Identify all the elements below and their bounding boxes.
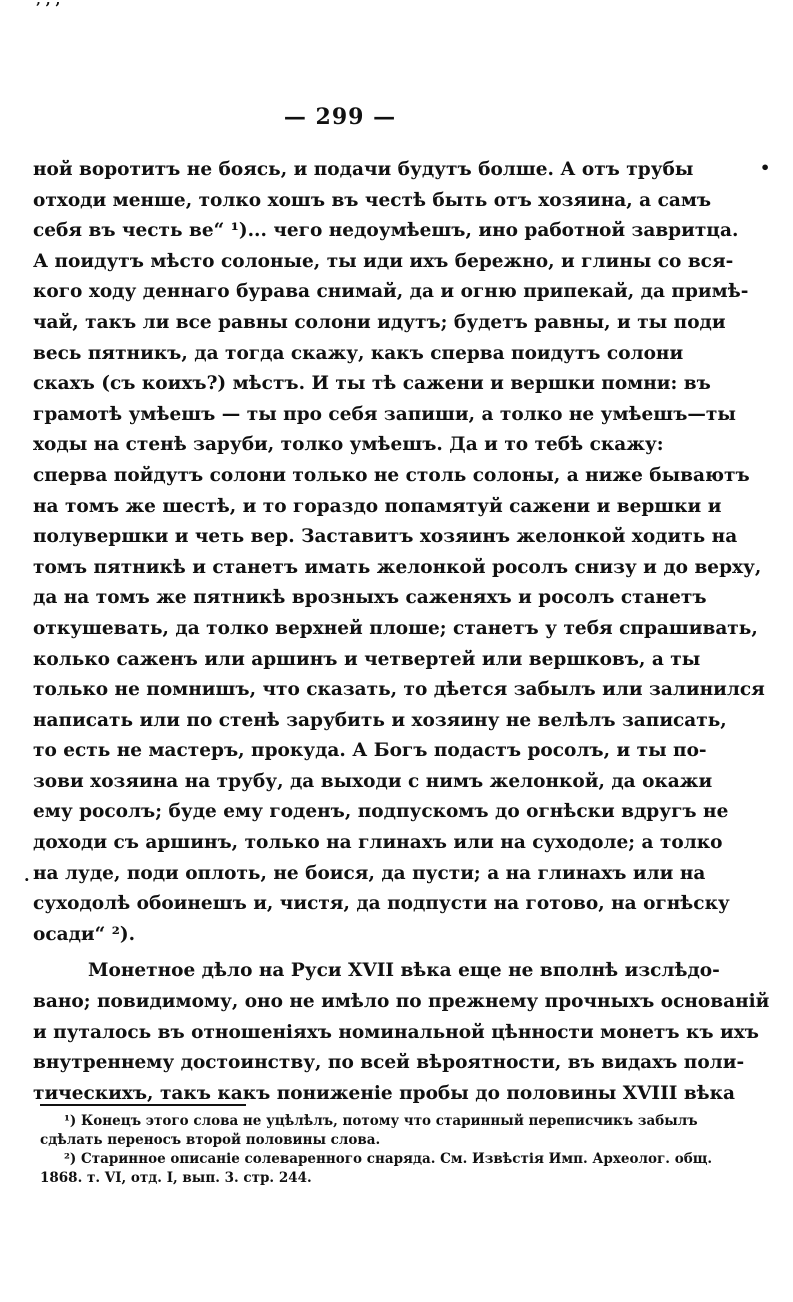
text-line: кого ходу деннаго бурава снимай, да и огню припекай, да примѣ- — [33, 281, 749, 303]
corner-mark: ‚ , , — [36, 0, 61, 8]
text-line: суходолѣ обоинешъ и, чистя, да подпусти на готово, на огнѣску — [33, 893, 730, 915]
text-line: сперва пойдутъ солони только не столь солоны, а ниже бываютъ — [33, 464, 750, 486]
footnote-divider — [40, 1104, 246, 1106]
margin-dot: . — [24, 866, 30, 885]
text-line: то есть не мастеръ, прокуда. А Богъ подастъ росолъ, и ты по- — [33, 740, 707, 762]
text-line: отходи менше, толко хошъ въ честѣ быть отъ хозяина, а самъ — [33, 189, 712, 211]
text-line: тическихъ, такъ какъ пониженiе пробы до половины XVIII вѣка — [33, 1082, 736, 1104]
text-line: на томъ же шестѣ, и то гораздо попамятуй сажени и вершки и — [33, 495, 722, 517]
text-line: колько саженъ или аршинъ и четвертей или вершковъ, а ты — [33, 648, 701, 670]
footnote-line: ²) Старинное описанiе солеваренного снаряда. См. Извѣстiя Имп. Археолог. общ. — [64, 1151, 713, 1167]
text-line: весь пятникъ, да тогда скажу, какъ сперва поидутъ солони — [33, 342, 684, 364]
text-line: и путалось въ отношенiяхъ номинальной цѣнности монетъ къ ихъ — [33, 1021, 759, 1043]
text-line: томъ пятникѣ и станетъ имать желонкой росолъ снизу и до верху, — [33, 556, 762, 578]
text-line: только не помнишъ, что сказать, то дѣется забылъ или залинился — [33, 679, 765, 701]
footnotes — [40, 1112, 713, 1188]
text-line: Монетное дѣло на Руси XVII вѣка еще не вполнѣ изслѣдо- — [88, 960, 720, 982]
text-line: осади“ ²). — [33, 923, 136, 945]
text-line: ходы на стенѣ заруби, толко умѣешъ. Да и то тебѣ скажу: — [33, 434, 664, 456]
text-line: ему росолъ; буде ему годенъ, подпускомъ до огнѣски вдругъ не — [33, 801, 729, 823]
text-line: зови хозяина на трубу, да выходи с нимъ желонкой, да окажи — [33, 770, 713, 792]
text-line: скахъ (съ коихъ?) мѣстъ. И ты тѣ сажени и вершки помни: въ — [33, 373, 711, 395]
body-text — [33, 155, 770, 1109]
text-line: грамотѣ умѣешъ — ты про себя запиши, а толко не умѣешъ—ты — [33, 403, 736, 425]
margin-mark: • — [760, 158, 771, 177]
text-line: на луде, поди оплоть, не боися, да пусти; а на глинахъ или на — [33, 862, 706, 884]
text-line: написать или по стенѣ зарубить и хозяину не велѣлъ записать, — [33, 709, 727, 731]
footnote-2 — [40, 1150, 713, 1188]
text-line: А поидутъ мѣсто солоные, ты иди ихъ бережно, и глины со вся- — [33, 250, 734, 272]
text-line: да на томъ же пятникѣ врозныхъ саженяхъ и росолъ станетъ — [33, 587, 707, 609]
footnote-1 — [40, 1112, 698, 1150]
text-line: полувершки и четь вер. Заставитъ хозяинъ желонкой ходить на — [33, 526, 738, 548]
footnote-line: ¹) Конецъ этого слова не уцѣлѣлъ, потому что старинный переписчикъ забылъ — [64, 1113, 698, 1129]
text-line: откушевать, да толко верхней плоше; станетъ у тебя спрашивать, — [33, 617, 758, 639]
footnote-line: 1868. т. VI, отд. I, вып. 3. стр. 244. — [40, 1170, 312, 1186]
text-line: вано; повидимому, оно не имѣло по прежнему прочныхъ основанiй — [33, 991, 770, 1013]
text-line: доходи съ аршинъ, только на глинахъ или на суходоле; а толко — [33, 832, 723, 854]
page-number: — 299 — — [283, 104, 397, 130]
footnote-line: сдѣлать переносъ второй половины слова. — [40, 1132, 381, 1148]
text-line: чай, такъ ли все равны солони идутъ; будетъ равны, и ты поди — [33, 311, 726, 333]
text-line: ной воротитъ не боясь, и подачи будутъ болше. А отъ трубы — [33, 159, 694, 180]
paragraph-2 — [33, 956, 770, 1109]
paragraph-1 — [33, 155, 765, 950]
text-line: себя въ честь ве“ ¹)... чего недоумѣешъ, ино работной завритца. — [33, 220, 739, 242]
text-line: внутреннему достоинству, по всей вѣроятности, въ видахъ поли- — [33, 1052, 745, 1074]
